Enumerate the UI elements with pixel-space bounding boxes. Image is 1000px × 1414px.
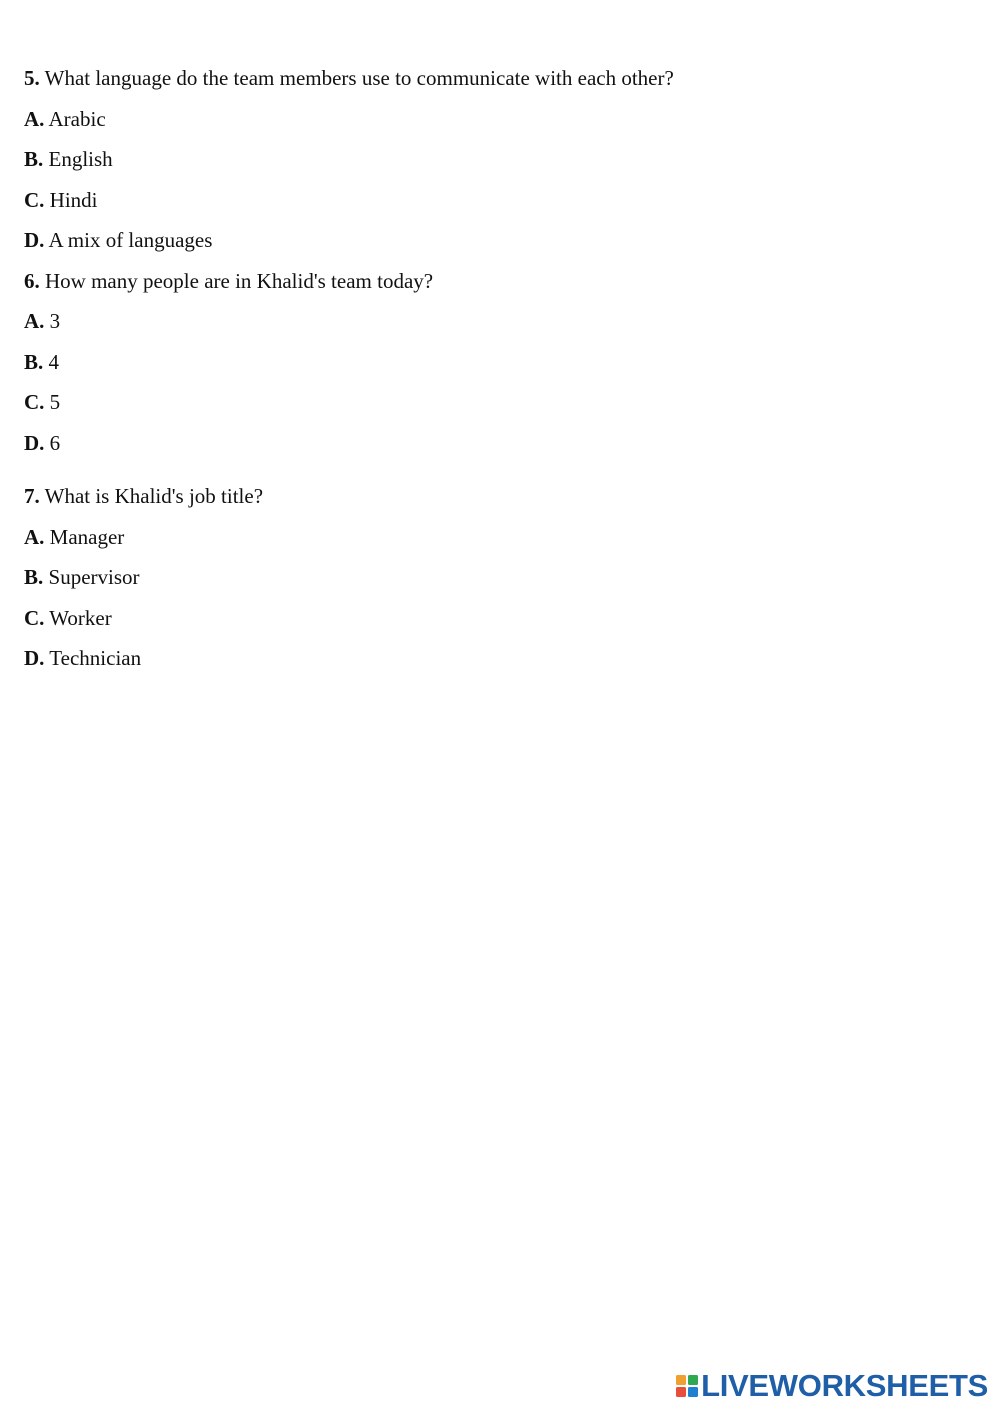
liveworksheets-logo bbox=[676, 1368, 988, 1404]
option-7-a[interactable] bbox=[24, 517, 974, 558]
option-text: Manager bbox=[49, 524, 125, 549]
worksheet bbox=[24, 58, 974, 679]
question-5 bbox=[24, 58, 974, 261]
question-6 bbox=[24, 261, 974, 464]
question-prompt: What language do the team members use to communicate with each other? bbox=[44, 66, 674, 90]
option-text: 5 bbox=[49, 390, 61, 414]
question-prompt: What is Khalid's job title? bbox=[44, 484, 264, 508]
question-prompt: How many people are in Khalid's team today? bbox=[45, 268, 434, 293]
question-number: 5. bbox=[24, 66, 40, 90]
option-letter: C. bbox=[24, 187, 45, 212]
option-letter: A. bbox=[24, 309, 45, 333]
option-text: Arabic bbox=[48, 106, 106, 131]
option-text: 6 bbox=[49, 430, 61, 455]
option-letter: B. bbox=[24, 565, 44, 589]
option-5-c[interactable] bbox=[24, 180, 974, 221]
option-letter: A. bbox=[24, 524, 45, 549]
option-letter: C. bbox=[24, 605, 45, 630]
option-5-b[interactable] bbox=[24, 139, 974, 180]
option-6-b[interactable] bbox=[24, 342, 974, 383]
option-letter: B. bbox=[24, 349, 44, 374]
option-letter: D. bbox=[24, 430, 45, 455]
option-text: A mix of languages bbox=[48, 228, 213, 252]
option-text: English bbox=[48, 147, 113, 171]
option-text: Supervisor bbox=[48, 565, 140, 589]
question-5-text bbox=[24, 58, 974, 99]
question-7 bbox=[24, 476, 974, 679]
option-text: Hindi bbox=[49, 187, 98, 212]
question-7-text bbox=[24, 476, 974, 517]
option-5-a[interactable] bbox=[24, 99, 974, 140]
question-6-text bbox=[24, 261, 974, 302]
liveworksheets-logo-icon bbox=[676, 1375, 698, 1397]
option-letter: D. bbox=[24, 646, 45, 670]
option-6-a[interactable] bbox=[24, 301, 974, 342]
option-7-c[interactable] bbox=[24, 598, 974, 639]
option-letter: C. bbox=[24, 390, 45, 414]
option-letter: B. bbox=[24, 147, 44, 171]
option-letter: D. bbox=[24, 228, 45, 252]
option-text: 4 bbox=[48, 349, 60, 374]
option-7-d[interactable] bbox=[24, 638, 974, 679]
logo-wordmark: LIVEWORKSHEETS bbox=[701, 1368, 988, 1403]
option-5-d[interactable] bbox=[24, 220, 974, 261]
option-6-c[interactable] bbox=[24, 382, 974, 423]
option-text: Worker bbox=[49, 605, 112, 630]
question-number: 6. bbox=[24, 268, 40, 293]
option-7-b[interactable] bbox=[24, 557, 974, 598]
question-number: 7. bbox=[24, 484, 40, 508]
option-text: 3 bbox=[49, 309, 61, 333]
option-6-d[interactable] bbox=[24, 423, 974, 464]
option-text: Technician bbox=[49, 646, 142, 670]
option-letter: A. bbox=[24, 106, 45, 131]
